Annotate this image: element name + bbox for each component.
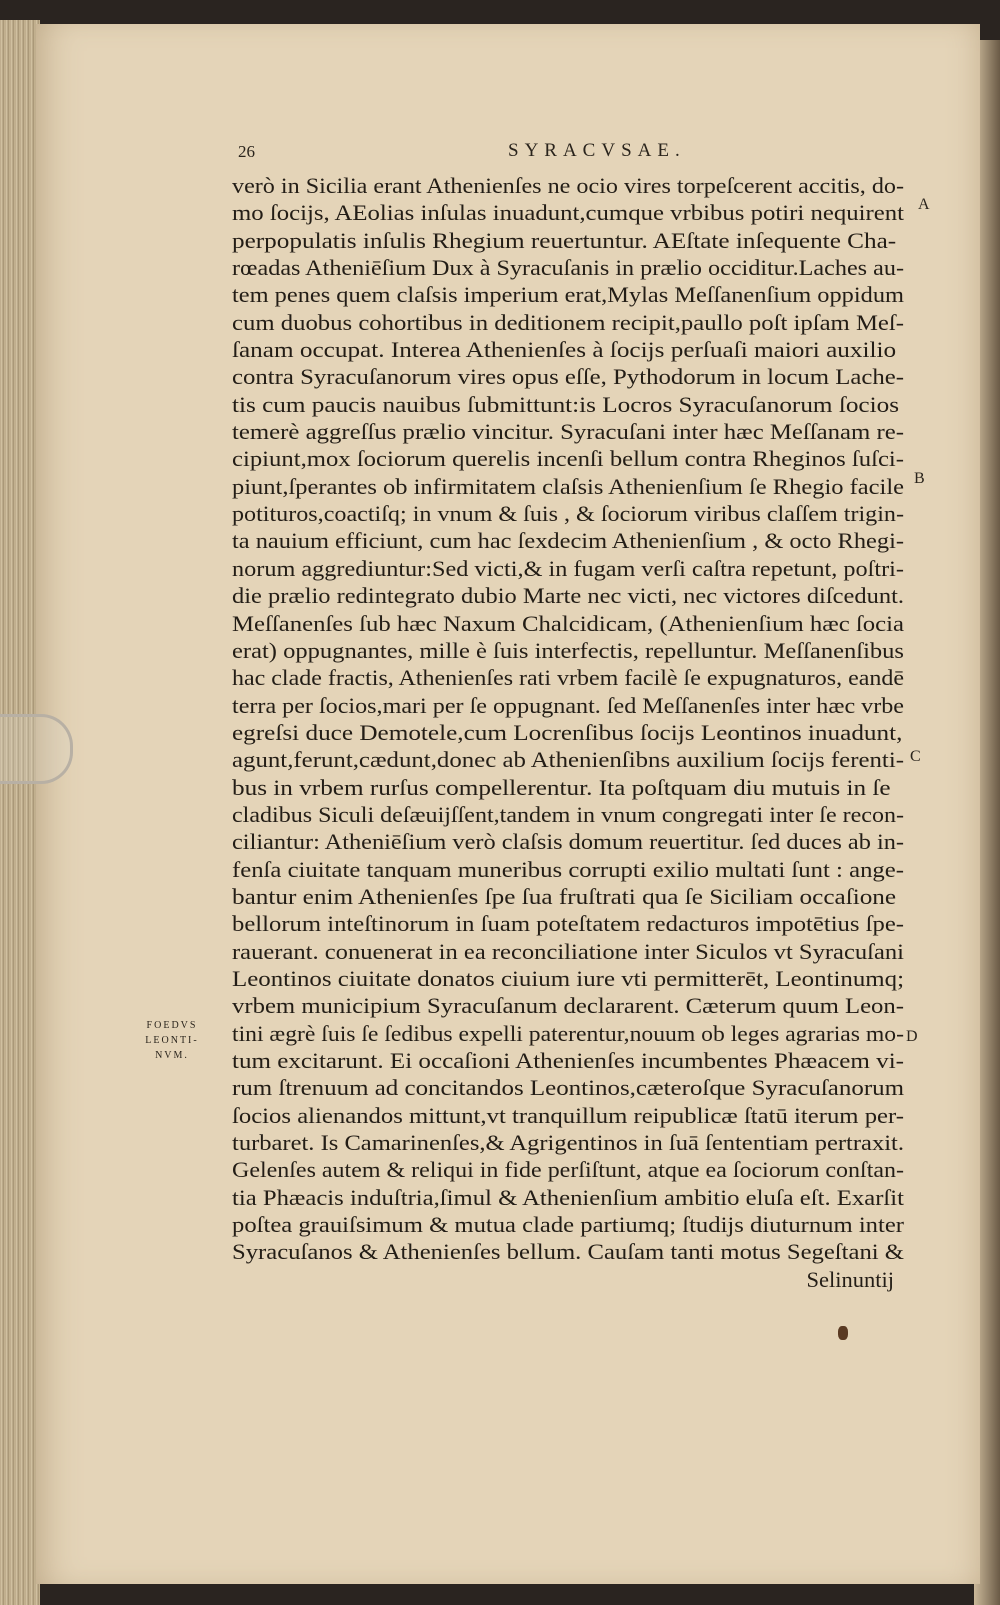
- text-line: ciliantur: Atheniēſium verò claſsis domum reuertitur. ſed duces ab in-: [232, 829, 904, 855]
- margin-letter-a: A: [918, 196, 930, 213]
- text-line: mo ſocijs, AEolias inſulas inuadunt,cumque vrbibus potiri nequirent: [232, 200, 904, 226]
- text-line: tini ægrè ſuis ſe ſedibus expelli paterentur,nouum ob leges agrarias mo-: [232, 1020, 904, 1046]
- marginal-note-line: FOEDVS: [146, 1020, 198, 1031]
- book-page-edges: [0, 20, 40, 1605]
- body-text: [232, 172, 912, 1293]
- text-line: rœadas Atheniēſium Dux à Syracuſanis in prælio occiditur.Laches au-: [232, 255, 904, 281]
- text-line: temerè aggreſſus prælio vincitur. Syracuſani inter hæc Meſſanam re-: [232, 419, 904, 445]
- text-line: fenſa ciuitate tanquam muneribus corrupti exilio multati ſunt : ange-: [232, 856, 904, 882]
- text-line: contra Syracuſanorum vires opus eſſe, Pythodorum in locum Lache-: [232, 364, 904, 390]
- text-line: bellorum inteſtinorum in ſuam poteſtatem redacturos impotētius ſpe-: [232, 911, 904, 937]
- catchword: Selinuntij: [806, 1266, 894, 1292]
- text-line: tem penes quem claſsis imperium erat,Mylas Meſſanenſium oppidum: [232, 282, 904, 308]
- text-line: verò in Sicilia erant Athenienſes ne ocio vires torpeſcerent accitis, do-: [232, 173, 904, 198]
- text-line: poſtea grauiſsimum & mutua clade partiumq; ſtudijs diuturnum inter: [232, 1212, 904, 1238]
- text-line: erat) oppugnantes, mille è ſuis interfectis, repelluntur. Meſſanenſibus: [232, 637, 904, 663]
- text-line: tia Phæacis induſtria,ſimul & Athenienſium ambitio eluſa eſt. Exarſit: [232, 1184, 904, 1210]
- margin-letter-d: D: [906, 1028, 918, 1045]
- text-line: tum excitarunt. Ei occaſioni Athenienſes incumbentes Phæacem vi-: [232, 1048, 904, 1073]
- text-line: rauerant. conuenerat in ea reconciliatione inter Siculos vt Syracuſani: [232, 938, 904, 964]
- text-line: potituros,coactiſq; in vnum & ſuis , & ſociorum viribus claſſem trigin-: [232, 501, 904, 527]
- text-line: egreſsi duce Demotele,cum Locrenſibus ſocijs Leontinos inuadunt,: [232, 719, 903, 745]
- text-line: cipiunt,mox ſociorum querelis incenſi bellum contra Rheginos ſuſci-: [232, 446, 904, 472]
- margin-letter-b: B: [914, 470, 925, 487]
- text-line: terra per ſocios,mari per ſe oppugnant. ſed Meſſanenſes inter hæc vrbe: [232, 692, 904, 718]
- text-line: Leontinos ciuitate donatos ciuium iure vti permitterēt, Leontinumq;: [232, 965, 904, 991]
- text-line: Meſſanenſes ſub hæc Naxum Chalcidicam, (Athenienſium hæc ſocia: [232, 610, 904, 636]
- text-line: ta nauium efficiunt, cum hac ſexdecim Athenienſium , & octo Rhegi-: [232, 528, 904, 554]
- text-line: cladibus Siculi deſæuijſſent,tandem in vnum congregati inter ſe recon-: [232, 801, 904, 827]
- marginal-note-line: NVM.: [155, 1050, 189, 1061]
- text-line: hac clade fractis, Athenienſes rati vrbem facilè ſe expugnaturos, eandē: [232, 665, 904, 691]
- text-line: agunt,ferunt,cædunt,donec ab Athenienſibns auxilium ſocijs ferenti-: [232, 747, 904, 773]
- text-line: norum aggrediuntur:Sed victi,& in fugam verſi caſtra repetunt, poſtri-: [232, 555, 904, 581]
- text-line: piunt,ſperantes ob infirmitatem claſsis Athenienſium ſe Rhegio facile: [232, 473, 904, 499]
- text-line: turbaret. Is Camarinenſes,& Agrigentinos in ſuā ſententiam pertraxit.: [232, 1130, 904, 1156]
- text-line: ſanam occupat. Interea Athenienſes à ſocijs perſuaſi maiori auxilio: [232, 337, 897, 363]
- text-line: cum duobus cohortibus in deditionem recipit,paullo poſt ipſam Meſ-: [232, 309, 904, 335]
- running-head: SYRACVSAE.: [508, 140, 686, 161]
- text-line: bantur enim Athenienſes ſpe ſua fruſtrati qua ſe Siciliam occaſione: [232, 883, 897, 909]
- text-line: bus in vrbem rurſus compellerentur. Ita poſtquam diu mutuis in ſe: [232, 774, 891, 800]
- text-line: tis cum paucis nauibus ſubmittunt:is Locros Syracuſanorum ſocios: [232, 391, 900, 417]
- text-line: ſocios alienandos mittunt,vt tranquillum reipublicæ ſtatū iterum per-: [232, 1102, 904, 1128]
- text-line: Gelenſes autem & reliqui in fide perſiſtunt, atque ea ſociorum conſtan-: [232, 1157, 904, 1183]
- ink-stain: [838, 1326, 848, 1340]
- margin-letter-c: C: [910, 748, 921, 765]
- text-line: perpopulatis inſulis Rhegium reuertuntur. AEſtate inſequente Cha-: [232, 227, 897, 253]
- text-line: Syracuſanos & Athenienſes bellum. Cauſam tanti motus Segeſtani &: [232, 1239, 904, 1265]
- text-line: vrbem municipium Syracuſanum declararent. Cæterum quum Leon-: [232, 993, 905, 1019]
- marginal-note-line: LEONTI-: [145, 1035, 199, 1046]
- text-line: die prælio redintegrato dubio Marte nec victi, nec victores diſcedunt.: [232, 583, 904, 609]
- text-line: rum ſtrenuum ad concitandos Leontinos,cæteroſque Syracuſanorum: [232, 1075, 904, 1101]
- marginal-note: [130, 1018, 214, 1063]
- page-number: 26: [238, 142, 255, 161]
- paper-clip: [0, 714, 73, 784]
